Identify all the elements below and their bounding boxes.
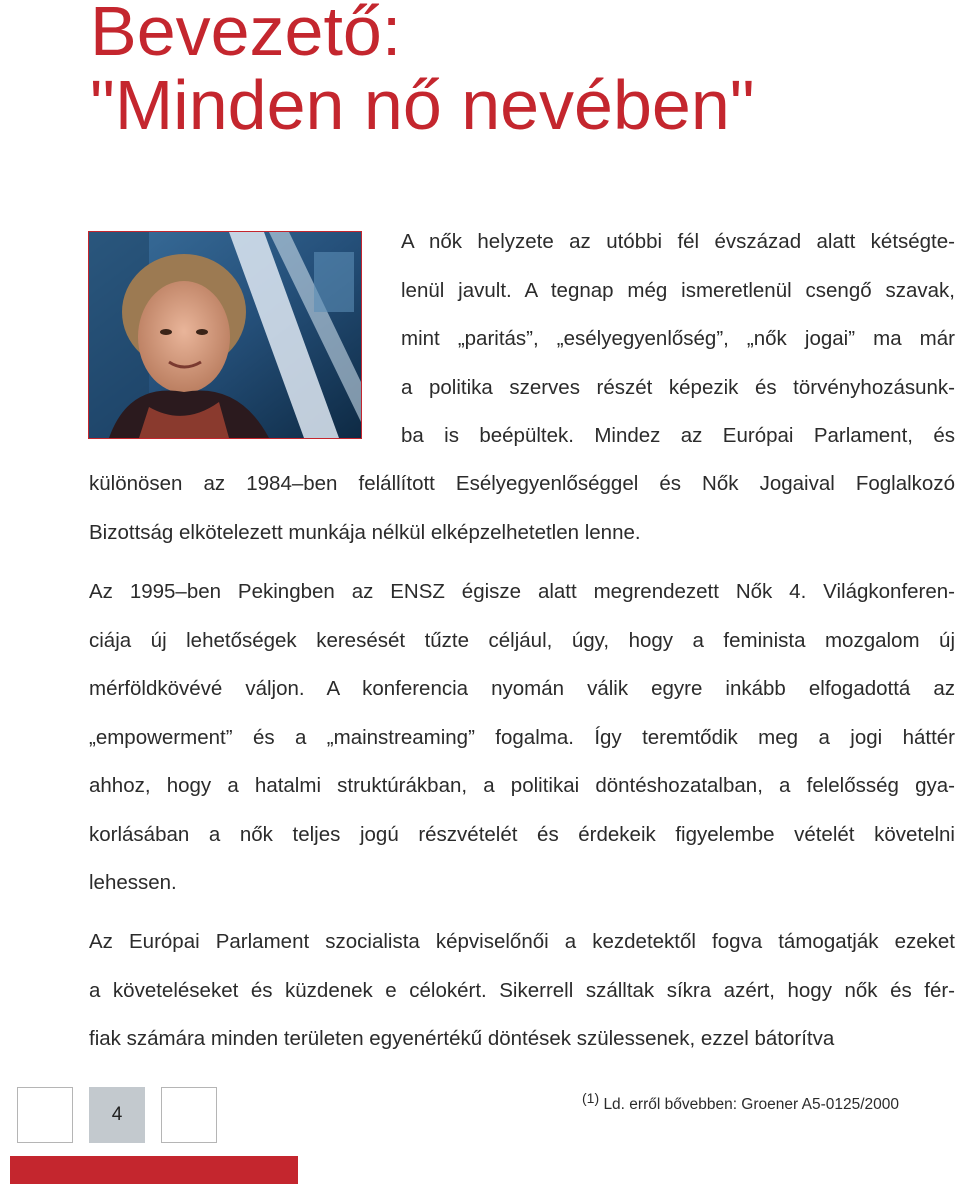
footer-accent-bar (10, 1156, 298, 1184)
text-line: Az 1995–ben Pekingben az ENSZ égisze alatt megrendezett Nők 4. Világkonferen- (89, 580, 955, 603)
portrait-photo (88, 231, 362, 439)
text-line: Az Európai Parlament szocialista képviselőnői a kezdetektől fogva támogatják ezeket (89, 930, 955, 953)
paragraph-1-full (89, 460, 955, 557)
footnote (582, 1090, 899, 1114)
text-line: a politika szerves részét képezik és törvényhozásunk- (401, 375, 955, 399)
portrait-image (89, 232, 361, 438)
text-line: lenül javult. A tegnap még ismeretlenül csengő szavak, (401, 278, 955, 302)
paragraph-1-right (401, 218, 955, 461)
text-line: Bizottság elkötelezett munkája nélkül elképzelhetetlen lenne. (89, 520, 641, 544)
text-line: különösen az 1984–ben felállított Esélyegyenlőséggel és Nők Jogaival Foglalkozó (89, 472, 955, 495)
text-line: lehessen. (89, 871, 177, 894)
page-nav-box-left (17, 1087, 73, 1143)
text-line: ba is beépültek. Mindez az Európai Parlament, és (401, 424, 955, 447)
text-line: ciája új lehetőségek keresését tűzte céljául, úgy, hogy a feminista mozgalom új (89, 628, 955, 652)
title-line-1: Bevezető: (90, 0, 402, 70)
page-nav-box-right (161, 1087, 217, 1143)
text-line: ahhoz, hogy a hatalmi struktúrákban, a politikai döntéshozatalban, a felelősség gya- (89, 774, 955, 797)
paragraph-3 (89, 918, 955, 1064)
text-line: „empowerment” és a „mainstreaming” fogalma. Így teremtődik meg a jogi háttér (89, 725, 955, 749)
text-line: A nők helyzete az utóbbi fél évszázad alatt kétségte- (401, 230, 955, 253)
title-line-2: "Minden nő nevében" (90, 66, 755, 144)
text-line: mint „paritás”, „esélyegyenlőség”, „nők jogai” ma már (401, 327, 955, 350)
page-number-text: 4 (111, 1104, 123, 1125)
page-number (89, 1087, 145, 1143)
text-line: fiak számára minden területen egyenértékű döntések szülessenek, ezzel bátorítva (89, 1027, 835, 1050)
footnote-text: Ld. erről bővebben: Groener A5-0125/2000 (603, 1096, 900, 1114)
paragraph-2 (89, 568, 955, 908)
text-line: a követeléseket és küzdenek e célokért. Sikerrell szálltak síkra azért, hogy nők és fér- (89, 978, 955, 1002)
text-line: korlásában a nők teljes jogú részvételét és érdekeik figyelembe vételét követelni (89, 822, 955, 846)
text-line: mérföldkövévé váljon. A konferencia nyomán válik egyre inkább elfogadottá az (89, 677, 955, 700)
footnote-marker: (1) (582, 1090, 600, 1106)
page-title (90, 0, 755, 142)
